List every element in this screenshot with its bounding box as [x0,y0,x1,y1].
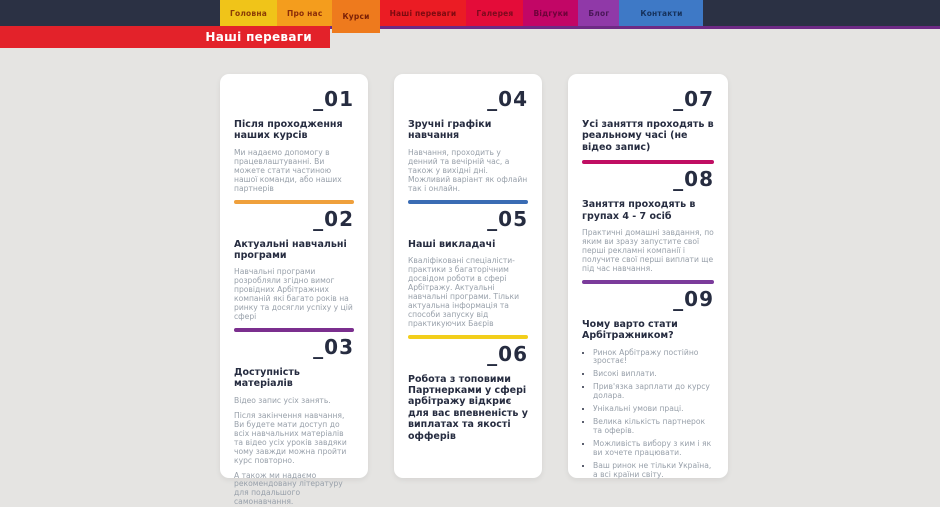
advantage-number-08: _08 [582,168,714,190]
advantage-body-02: Навчальні програми розробляли згідно вимог провідних Арбітражних компаній які багато років на ринку та досягли успіху у цій сфері [234,268,354,322]
advantage-title-01: Після проходження наших курсів [234,119,354,142]
bullet-item: • Високі виплати. [593,370,714,379]
nav-item-home[interactable]: Головна [220,0,277,26]
advantages-card-2 [394,74,542,478]
nav-item-gallery[interactable]: Галерея [466,0,523,26]
section-banner [0,26,330,48]
bullet-item: • Прив'язка зарплати до курсу долара. [593,383,714,401]
nav-item-advantages[interactable]: Наші переваги [380,0,467,26]
bullet-item: • Ринок Арбітражу постійно зростає! [593,349,714,367]
divider-bar-04 [408,200,528,204]
bullet-item: • Унікальні умови праці. [593,405,714,414]
divider-bar-08 [582,280,714,284]
advantage-title-09: Чому варто стати Арбітражником? [582,319,714,342]
top-navbar [0,0,940,26]
divider-bar-07 [582,160,714,164]
page-title: Наші переваги [205,30,312,44]
advantage-number-03: _03 [234,336,354,358]
advantage-number-04: _04 [408,88,528,110]
divider-bar-05 [408,335,528,339]
advantages-card-3 [568,74,728,478]
advantage-number-09: _09 [582,288,714,310]
advantage-title-08: Заняття проходять в групах 4 - 7 осіб [582,199,714,222]
nav-item-contacts[interactable]: Контакти [619,0,703,26]
bullet-item: • Можливість вибору з ким і як ви хочете працювати. [593,440,714,458]
advantage-body-05: Кваліфіковані спеціалісти-практики з багаторічним досвідом роботи в сфері Арбітражу. Актуальні навчальні програми. Тільки актуальна інформація та способи запуску від практикуючих Баєрів [408,257,528,329]
advantage-title-03: Доступність матеріалів [234,367,354,390]
nav-item-reviews[interactable]: Відгуки [523,0,578,26]
advantage-number-01: _01 [234,88,354,110]
advantage-body-03a: Відео запис усіх занять. [234,397,354,406]
bullet-item: • Ваш ринок не тільки Україна, а всі країни світу. [593,462,714,480]
advantages-card-1 [220,74,368,478]
advantage-title-05: Наші викладачі [408,239,528,250]
advantage-body-01: Ми надаємо допомогу в працевлаштуванні. Ви можете стати частиною нашої команди, або наших партнерів [234,149,354,194]
advantage-number-05: _05 [408,208,528,230]
advantage-number-07: _07 [582,88,714,110]
advantage-body-04: Навчання, проходить у денний та вечірній час, а також у вихідні дні. Можливий варіант як офлайн так і онлайн. [408,149,528,194]
advantage-body-08: Практичні домашні завдання, по яким ви зразу запустите свої перші рекламні компанії і получите свої перші виплати ще під час навчання. [582,229,714,274]
divider-bar-02 [234,328,354,332]
divider-bar-01 [234,200,354,204]
nav-item-blog[interactable]: Блог [578,0,619,26]
advantage-title-04: Зручні графіки навчання [408,119,528,142]
advantage-body-03b: Після закінчення навчання, Ви будете мати доступ до всіх навчальних матеріалів та відео усіх уроків завдяки чому завжди можна пройти курс повторно. [234,412,354,466]
bullet-item: • Велика кількість партнерок та оферів. [593,418,714,436]
nav-item-about[interactable]: Про нас [277,0,333,26]
advantage-title-02: Актуальні навчальні програми [234,239,354,262]
advantage-bullets-09 [582,349,714,480]
advantages-cards [220,74,728,478]
advantage-number-06: _06 [408,343,528,365]
nav-item-courses[interactable]: Курси [332,0,379,33]
advantage-number-02: _02 [234,208,354,230]
main-nav [220,0,703,26]
advantage-body-03c: А також ми надаємо рекомендовану літературу для подальшого самонавчання. [234,472,354,507]
advantage-title-07: Усі заняття проходять в реальному часі (не відео запис) [582,119,714,153]
advantage-title-06: Робота з топовими Партнерками у сфері арбітражу відкриє для вас впевненість у виплатах та якості офферів [408,374,528,442]
